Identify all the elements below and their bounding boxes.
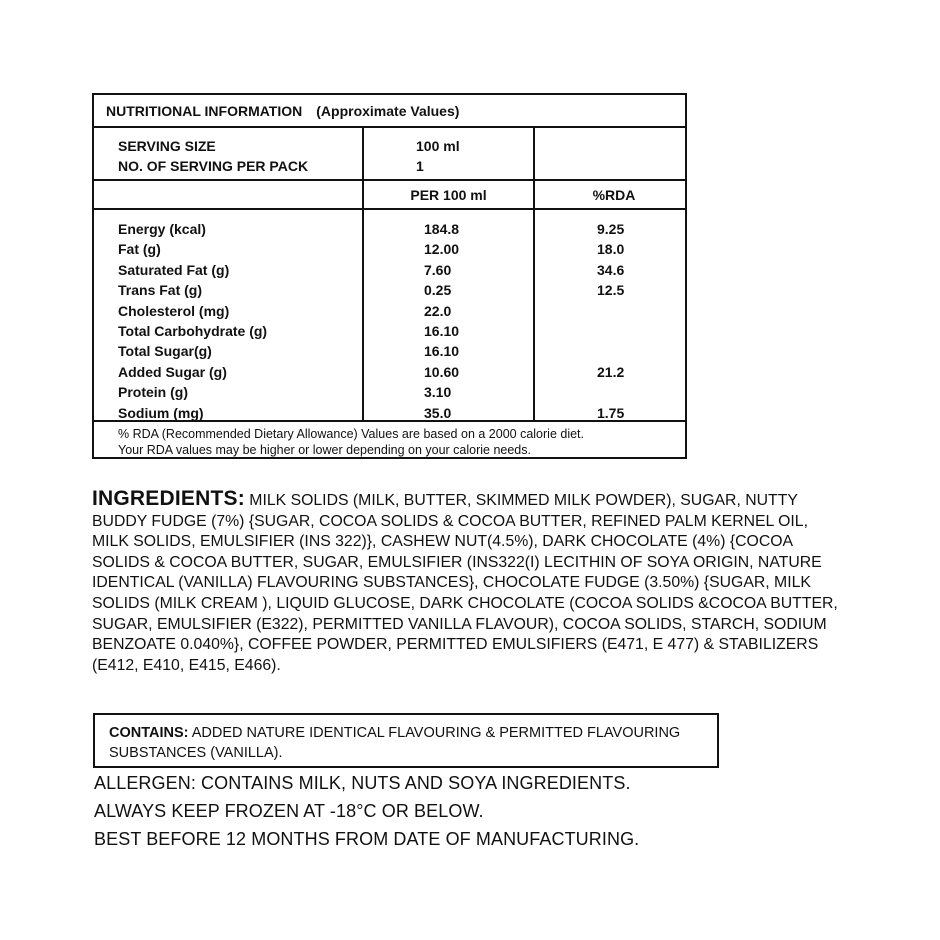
- column-header-empty: [94, 181, 364, 208]
- nutrient-label: Energy (kcal): [118, 221, 206, 237]
- ingredients-line: SUGAR, EMULSIFIER (E322), PERMITTED VANILLA FLAVOUR), COCOA SOLIDS, STARCH, SODIUM: [92, 615, 827, 633]
- servings-per-pack-label: NO. OF SERVING PER PACK: [118, 158, 309, 175]
- serving-labels: [94, 128, 364, 179]
- nutrient-per100-value: 3.10: [424, 384, 452, 401]
- nutrient-rda-value: [597, 321, 685, 341]
- ingredients-line: BENZOATE 0.040%}, COFFEE POWDER, PERMITTED EMULSIFIERS (E471, E 477) & STABILIZERS: [92, 636, 819, 654]
- nutrient-per100-value: 184.8: [424, 221, 460, 237]
- rda-note-line-2: Your RDA values may be higher or lower depending on your calorie needs.: [118, 443, 531, 457]
- nutrient-per100-value: 35.0: [424, 404, 452, 421]
- ingredients-text-first: MILK SOLIDS (MILK, BUTTER, SKIMMED MILK POWDER), SUGAR, NUTTY: [244, 492, 798, 509]
- nutrient-labels-column: [94, 210, 364, 420]
- servings-per-pack-value: 1: [416, 158, 424, 175]
- nutrient-per100-value: 16.10: [424, 343, 460, 360]
- contains-text: ADDED NATURE IDENTICAL FLAVOURING & PERMITTED FLAVOURING: [188, 725, 681, 741]
- nutrient-rda-value: 1.75: [597, 404, 625, 421]
- ingredients-line: IDENTICAL (VANILLA) FLAVOURING SUBSTANCES}, CHOCOLATE FUDGE (3.50%) {SUGAR, MILK: [92, 574, 811, 592]
- ingredients-line: SOLIDS & COCOA BUTTER, SUGAR, EMULSIFIER (INS322(I) LECITHIN OF SOYA ORIGIN, NATURE: [92, 553, 822, 571]
- nutrient-rda-value: [597, 301, 685, 321]
- ingredients-line: SOLIDS (MILK CREAM ), LIQUID GLUCOSE, DARK CHOCOLATE (COCOA SOLIDS &COCOA BUTTER,: [92, 594, 838, 612]
- nutrient-label: Protein (g): [118, 384, 188, 401]
- nutrient-rda-value: 9.25: [597, 221, 625, 237]
- contains-label: CONTAINS:: [109, 725, 189, 741]
- nutrition-title: NUTRITIONAL INFORMATION: [106, 102, 303, 119]
- column-header-per100: PER 100 ml: [364, 181, 535, 208]
- nutrient-label: Total Carbohydrate (g): [118, 323, 268, 340]
- nutrient-rda-value: [597, 341, 685, 361]
- allergen-statement: ALLERGEN: CONTAINS MILK, NUTS AND SOYA INGREDIENTS.: [94, 773, 631, 793]
- nutrient-rda-value: 34.6: [597, 261, 625, 278]
- nutrient-per100-value: 0.25: [424, 282, 452, 299]
- nutrient-label: Added Sugar (g): [118, 363, 227, 380]
- nutrient-label: Fat (g): [118, 241, 161, 258]
- nutrients-block: [94, 210, 685, 422]
- ingredients-block: [92, 489, 862, 676]
- contains-box: [93, 713, 719, 768]
- nutrient-per100-value: 16.10: [424, 323, 460, 340]
- serving-row: [94, 128, 685, 181]
- nutrient-rda-value: 12.5: [597, 282, 625, 299]
- serving-size-value: 100 ml: [416, 138, 460, 154]
- nutrient-per100-value: 10.60: [424, 363, 460, 380]
- contains-line-1: [109, 723, 717, 743]
- nutrient-label: Total Sugar(g): [118, 343, 212, 360]
- ingredients-line: MILK SOLIDS, EMULSIFIER (INS 322)}, CASHEW NUT(4.5%), DARK CHOCOLATE (4%) {COCOA: [92, 533, 794, 551]
- serving-empty-cell: [535, 128, 685, 179]
- nutrient-rda-column: [535, 210, 685, 420]
- nutrient-label: Sodium (mg): [118, 404, 204, 421]
- nutrient-label: Saturated Fat (g): [118, 261, 230, 278]
- column-header-rda: %RDA: [592, 186, 636, 203]
- ingredients-heading: INGREDIENTS:: [92, 487, 245, 510]
- nutrient-per100-value: 22.0: [424, 302, 452, 319]
- ingredients-line-1: [92, 489, 862, 512]
- nutrient-per100-value: 7.60: [424, 261, 452, 278]
- contains-line-2: SUBSTANCES (VANILLA).: [109, 745, 283, 761]
- nutrient-per100-value: 12.00: [424, 241, 460, 258]
- serving-values: [364, 128, 535, 179]
- nutrition-table: [92, 93, 687, 459]
- nutrition-title-row: [94, 95, 685, 128]
- ingredients-line: (E412, E410, E415, E466).: [92, 656, 281, 674]
- rda-note: [94, 422, 685, 457]
- nutrient-label: Trans Fat (g): [118, 282, 203, 299]
- ingredients-line: BUDDY FUDGE (7%) {SUGAR, COCOA SOLIDS & COCOA BUTTER, REFINED PALM KERNEL OIL,: [92, 512, 808, 530]
- serving-size-label: SERVING SIZE: [118, 138, 216, 154]
- nutrient-rda-value: 21.2: [597, 363, 625, 380]
- nutrient-label: Cholesterol (mg): [118, 302, 230, 319]
- nutrient-per100-column: [364, 210, 535, 420]
- rda-note-line-1: % RDA (Recommended Dietary Allowance) Values are based on a 2000 calorie diet.: [118, 427, 584, 441]
- nutrient-rda-value: [597, 382, 685, 402]
- nutrition-subtitle: (Approximate Values): [316, 102, 460, 119]
- storage-statement: ALWAYS KEEP FROZEN AT -18°C OR BELOW.: [94, 801, 484, 821]
- column-header-row: [94, 181, 685, 210]
- best-before-statement: BEST BEFORE 12 MONTHS FROM DATE OF MANUFACTURING.: [94, 829, 640, 849]
- nutrient-rda-value: 18.0: [597, 241, 625, 258]
